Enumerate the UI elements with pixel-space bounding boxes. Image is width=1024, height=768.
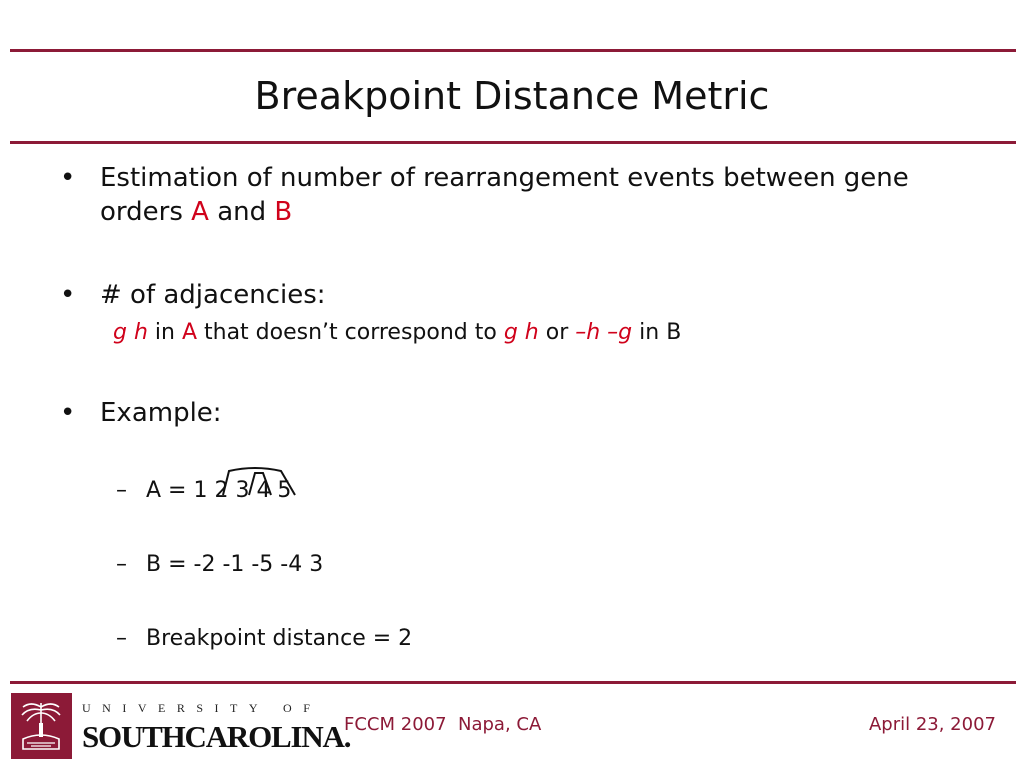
example-line-b — [116, 550, 323, 580]
wordmark-top: UNIVERSITY OF — [82, 701, 322, 715]
bullet-marker: • — [60, 163, 76, 193]
adjacency-gh: g h — [503, 320, 539, 345]
adjacency-definition — [113, 318, 681, 348]
wordmark-bottom: SOUTHCAROLINA. — [82, 719, 351, 754]
bullet-estimation — [60, 161, 940, 229]
example-text: A = 1 2 3 4 5 — [146, 478, 292, 503]
university-wordmark — [82, 701, 351, 755]
and-text: and — [208, 197, 275, 227]
footer-date: April 23, 2007 — [868, 714, 996, 735]
correspond-text: that doesn’t correspond to — [197, 320, 504, 345]
bullet-example — [60, 396, 222, 430]
bullet-marker: • — [60, 398, 76, 428]
adjacency-negated: –h –g — [575, 320, 633, 345]
slide-title: Breakpoint Distance Metric — [254, 74, 770, 118]
university-crest-icon — [11, 693, 72, 759]
bullet-text-main: Estimation of number of rearrangement events between gene orders — [100, 163, 909, 227]
gene-order-b: B — [274, 197, 293, 227]
adjacency-gh: g h — [113, 320, 148, 345]
title-rule — [10, 141, 1016, 144]
bullet-marker: • — [60, 280, 76, 310]
in-b-text: in B — [632, 320, 682, 345]
dash-marker: – — [116, 626, 127, 651]
bullet-adjacencies — [60, 278, 326, 312]
example-line-distance — [116, 624, 412, 654]
in-text: in — [147, 320, 182, 345]
gene-order-a: A — [181, 320, 198, 345]
bullet-text: # of adjacencies: — [100, 280, 326, 310]
dash-marker: – — [116, 478, 127, 503]
palmetto-icon — [13, 695, 70, 757]
example-text: Breakpoint distance = 2 — [146, 626, 413, 651]
example-line-a — [116, 476, 291, 506]
or-text: or — [538, 320, 576, 345]
footer-rule — [10, 681, 1016, 684]
top-rule — [10, 49, 1016, 52]
example-text: B = -2 -1 -5 -4 3 — [146, 552, 324, 577]
dash-marker: – — [116, 552, 127, 577]
footer-event: FCCM 2007 Napa, CA — [344, 714, 542, 735]
gene-order-a: A — [191, 197, 209, 227]
bullet-text — [100, 161, 940, 229]
bullet-text: Example: — [100, 398, 222, 428]
